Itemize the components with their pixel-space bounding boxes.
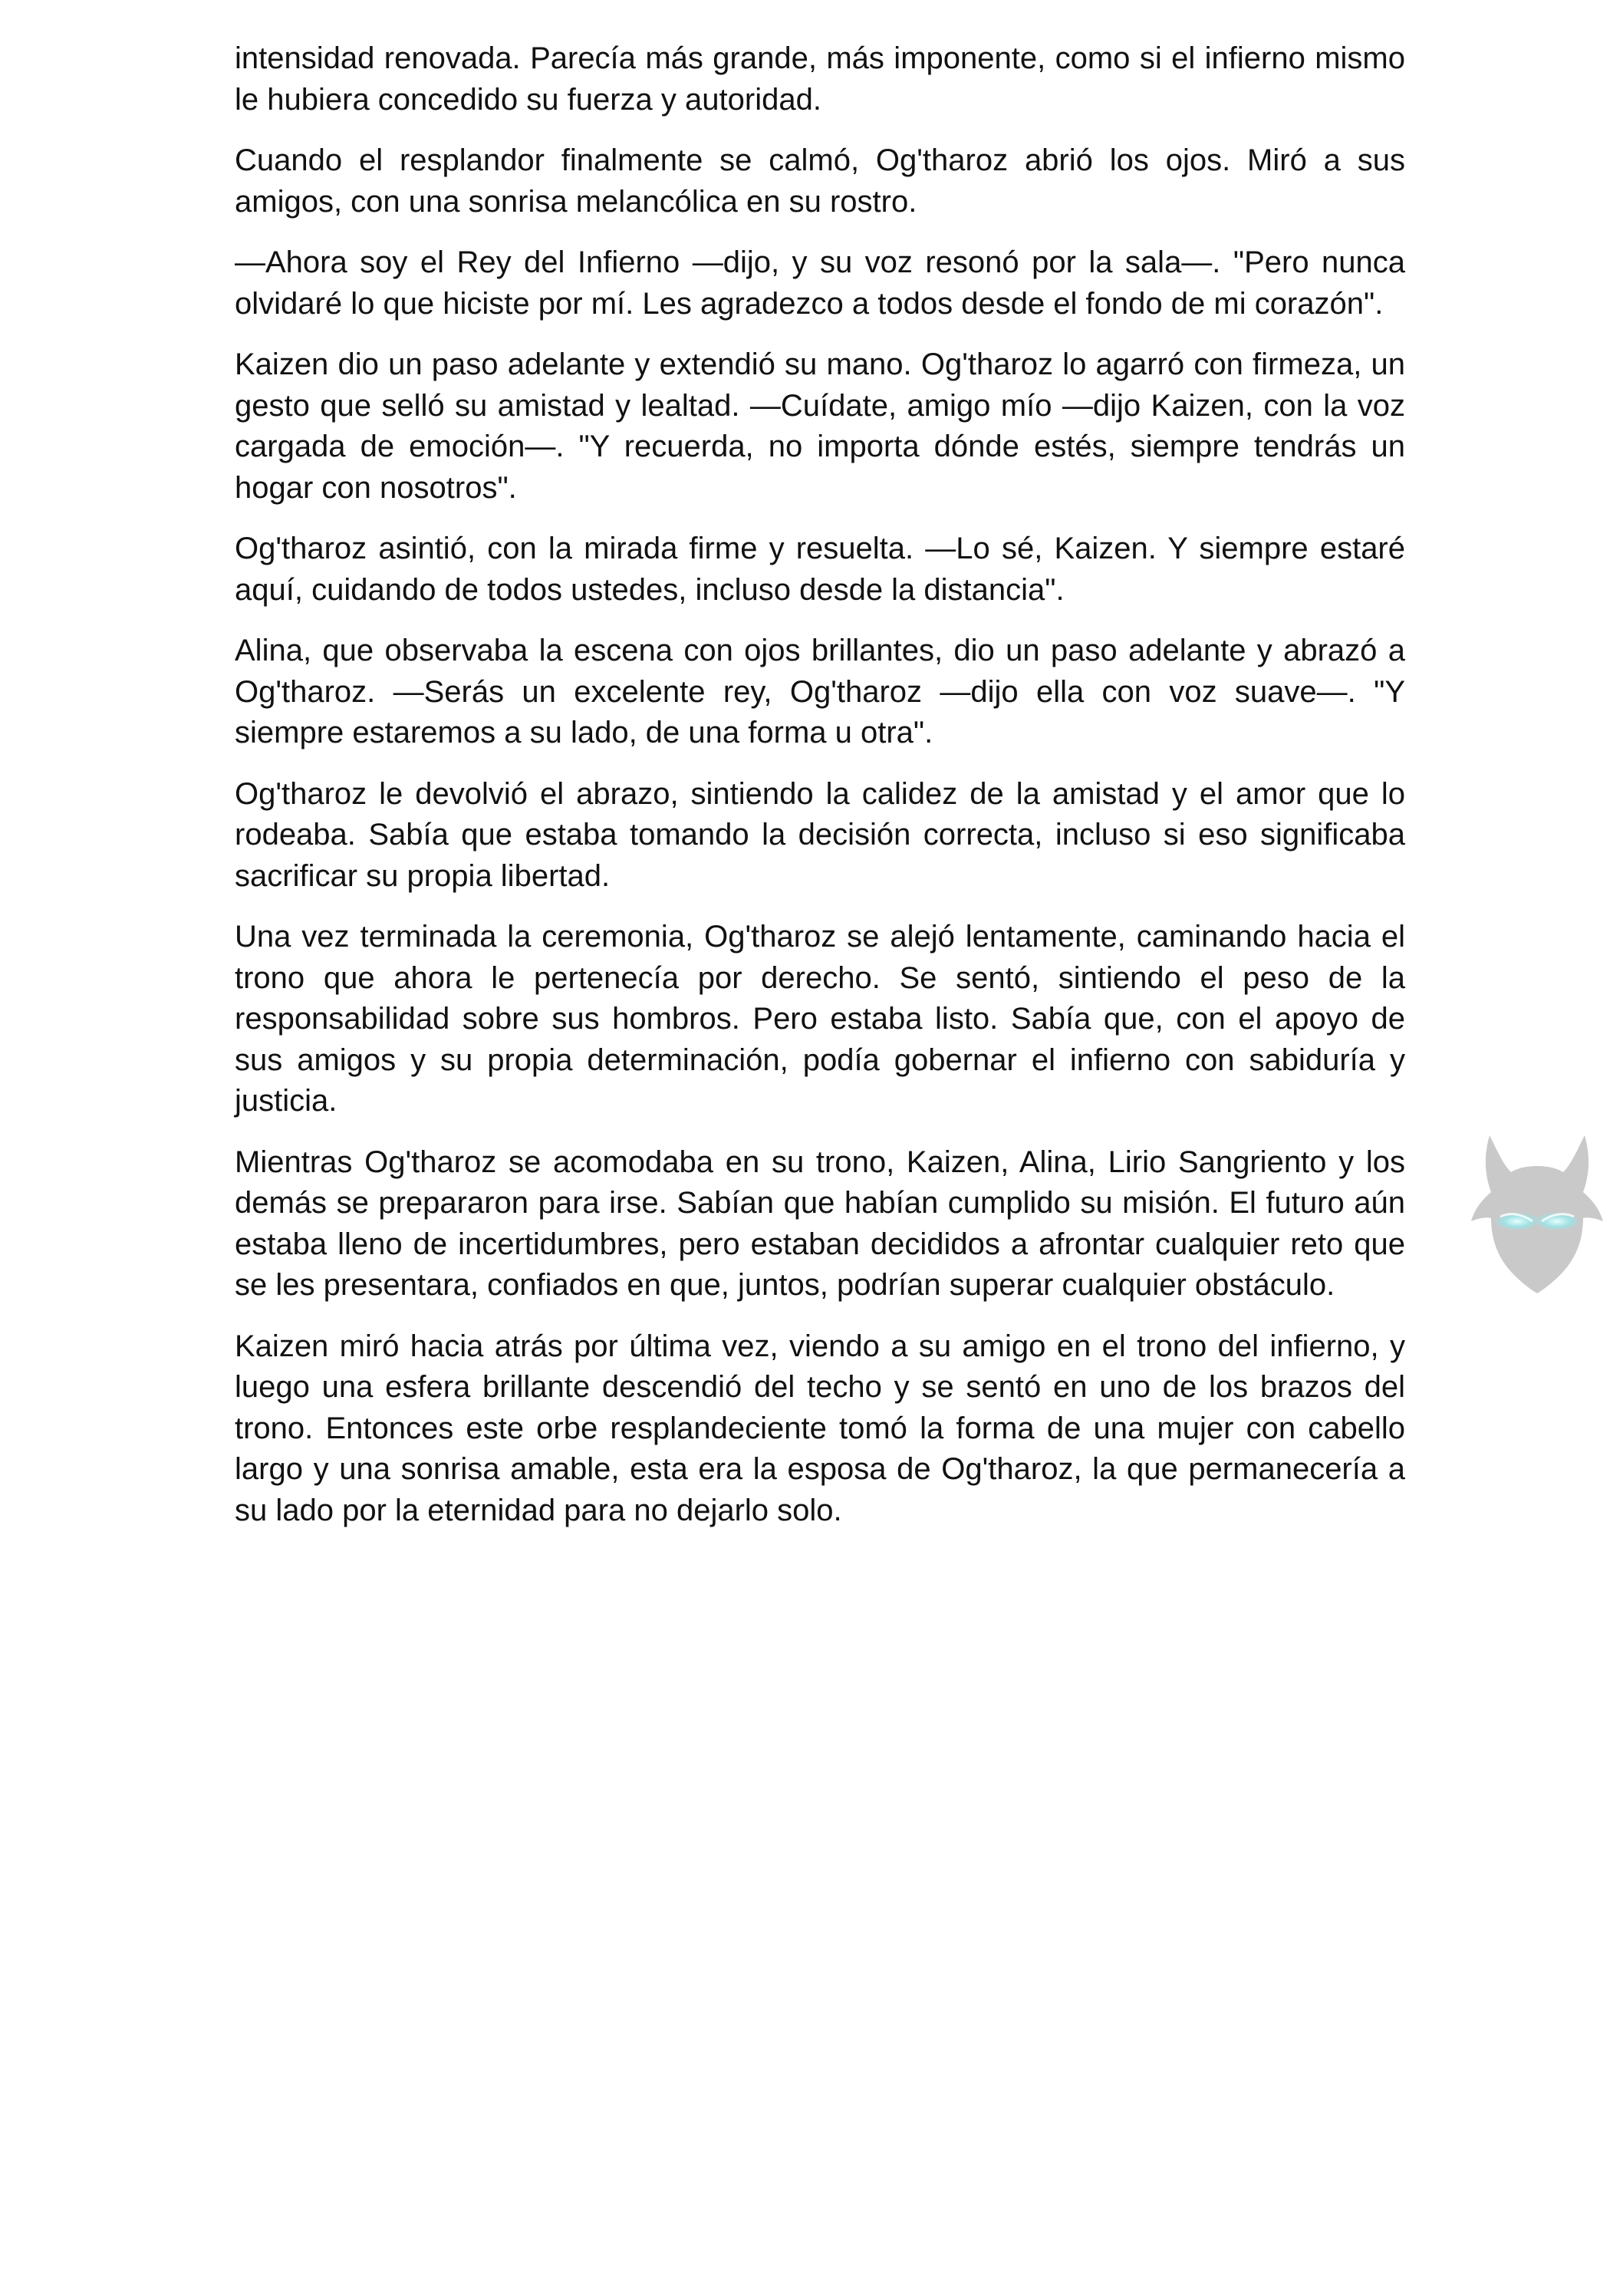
demon-head-icon [1468, 1131, 1606, 1300]
document-body [235, 38, 1405, 1551]
paragraph-9: Mientras Og'tharoz se acomodaba en su trono, Kaizen, Alina, Lirio Sangriento y los demás se prepararon para irse. Sabían que habían cumplido su misión. El futuro aún estaba lleno de incertidumbres, pero estaban decididos a afrontar cualquier reto que se les presentara, confiados en que, juntos, podrían superar cualquier obstáculo. [235, 1145, 1405, 1302]
paragraph-4: Kaizen dio un paso adelante y extendió su mano. Og'tharoz lo agarró con firmeza, un gesto que selló su amistad y lealtad. —Cuídate, amigo mío —dijo Kaizen, con la voz cargada de emoción—. "Y recuerda, no importa dónde estés, siempre tendrás un hogar con nosotros". [235, 348, 1405, 505]
paragraph-1: intensidad renovada. Parecía más grande, más imponente, como si el infierno mismo le hubiera concedido su fuerza y autoridad. [235, 41, 1405, 117]
paragraph-5: Og'tharoz asintió, con la mirada firme y resuelta. —Lo sé, Kaizen. Y siempre estaré aquí, cuidando de todos ustedes, incluso desde la distancia". [235, 532, 1405, 607]
paragraph-7: Og'tharoz le devolvió el abrazo, sintiendo la calidez de la amistad y el amor que lo rodeaba. Sabía que estaba tomando la decisión correcta, incluso si eso significaba sacrificar su propia libertad. [235, 776, 1405, 893]
paragraph-2: Cuando el resplandor finalmente se calmó, Og'tharoz abrió los ojos. Miró a sus amigos, con una sonrisa melancólica en su rostro. [235, 143, 1405, 219]
paragraph-3: —Ahora soy el Rey del Infierno —dijo, y su voz resonó por la sala—. "Pero nunca olvidaré lo que hiciste por mí. Les agradezco a todos desde el fondo de mi corazón". [235, 245, 1405, 321]
paragraph-6: Alina, que observaba la escena con ojos brillantes, dio un paso adelante y abrazó a Og'tharoz. —Serás un excelente rey, Og'tharoz —dijo ella con voz suave—. "Y siempre estaremos a su lado, de una forma u otra". [235, 634, 1405, 749]
paragraph-10: Kaizen miró hacia atrás por última vez, viendo a su amigo en el trono del infierno, y luego una esfera brillante descendió del techo y se sentó en uno de los brazos del trono. Entonces este orbe resplandeciente tomó la forma de una mujer con cabello largo y una sonrisa amable, esta era la esposa de Og'tharoz, la que permanecería a su lado por la eternidad para no dejarlo solo. [235, 1329, 1405, 1527]
paragraph-8: Una vez terminada la ceremonia, Og'tharoz se alejó lentamente, caminando hacia el trono que ahora le pertenecía por derecho. Se sentó, sintiendo el peso de la responsabilidad sobre sus hombros. Pero estaba listo. Sabía que, con el apoyo de sus amigos y su propia determinación, podía gobernar el infierno con sabiduría y justicia. [235, 920, 1405, 1118]
